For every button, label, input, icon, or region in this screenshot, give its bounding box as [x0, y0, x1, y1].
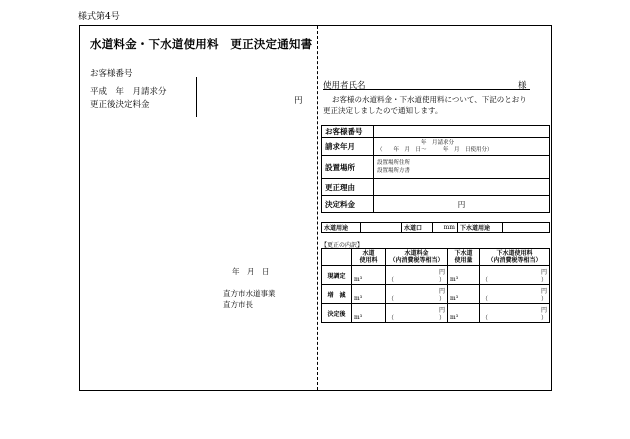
- yen-unit: 円: [438, 306, 445, 314]
- decided-fee-value: 円: [374, 196, 550, 213]
- m3-unit: m³: [450, 294, 459, 302]
- table-row: [480, 266, 550, 285]
- table-row: [480, 304, 550, 323]
- water-outlet-header: 水道口: [402, 223, 433, 233]
- paren-right: ）: [438, 295, 445, 303]
- paren-left: （: [482, 276, 489, 284]
- m3-unit: m³: [354, 275, 363, 283]
- customer-number-header: お客様番号: [322, 126, 374, 138]
- issuer-mayor: 直方市長: [223, 300, 253, 309]
- notice-card: [79, 25, 552, 391]
- form-number-label: 様式第4号: [78, 12, 120, 22]
- yen-unit: 円: [438, 287, 445, 295]
- paren-left: （: [388, 314, 395, 322]
- table-row: [448, 266, 480, 285]
- billing-month-value: [374, 138, 550, 156]
- user-name-line: [323, 89, 530, 90]
- row-change: 増 減: [322, 285, 352, 304]
- paren-left: （: [482, 295, 489, 303]
- detail-caption: 【更正の内訳】: [321, 242, 364, 249]
- sewer-use-value: [503, 223, 550, 233]
- paren-left: （: [388, 276, 395, 284]
- decided-fee-label: 更正後決定料金: [90, 100, 150, 110]
- location-header: 設置場所: [322, 156, 374, 179]
- col-sewer-usage-2: 使用量: [454, 257, 473, 264]
- yen-unit: 円: [540, 306, 547, 314]
- paren-left: （: [482, 314, 489, 322]
- table-row: [386, 304, 448, 323]
- table-row: [448, 285, 480, 304]
- perforation-divider: [317, 26, 318, 390]
- issue-date: 年 月 日: [232, 267, 270, 276]
- paren-right: ）: [540, 314, 547, 322]
- yen-unit: 円: [294, 96, 303, 106]
- water-use-header: 水道用途: [322, 223, 361, 233]
- col-water-fee-1: 水道料金: [404, 250, 429, 257]
- location-value: [374, 156, 550, 179]
- detail-corner: [322, 249, 352, 266]
- water-use-value: [361, 223, 402, 233]
- honorific: 様: [518, 81, 527, 91]
- col-sewer-usage-1: 下水道: [454, 250, 473, 257]
- detail-table: [321, 248, 550, 323]
- table-row: [352, 285, 386, 304]
- col-sewer-fee-1: 下水道使用料: [496, 250, 533, 257]
- paren-right: ）: [540, 295, 547, 303]
- m3-unit: m³: [450, 313, 459, 321]
- reason-value: [374, 179, 550, 196]
- billing-month-line1: 年 月請求分: [421, 139, 455, 146]
- yen-unit: 円: [438, 268, 445, 276]
- col-water-usage: [352, 249, 386, 266]
- row-current: 現調定: [322, 266, 352, 285]
- col-sewer-fee-2: （内消費税等相当）: [487, 257, 542, 264]
- sewer-use-header: 下水道用途: [458, 223, 503, 233]
- col-water-usage-1: 水道: [362, 250, 375, 257]
- col-water-fee-2: （内消費税等相当）: [389, 257, 444, 264]
- mm-unit: mm: [433, 223, 458, 233]
- bracket-line: [196, 77, 197, 117]
- document-title: 水道料金・下水道使用料 更正決定通知書: [90, 37, 313, 51]
- usage-table: [321, 222, 550, 233]
- issuer-waterworks: 直方市水道事業: [223, 289, 276, 298]
- paren-left: （: [388, 295, 395, 303]
- customer-number-label: お客様番号: [90, 69, 133, 79]
- billing-period-label: 平成 年 月請求分: [90, 87, 167, 97]
- table-row: [448, 304, 480, 323]
- billing-month-line2: （ 年 月 日～ 年 月 日使用分）: [377, 146, 493, 153]
- location-address: 設置場所住所: [377, 160, 411, 166]
- table-row: [480, 285, 550, 304]
- table-row: [386, 266, 448, 285]
- decided-fee-header: 決定料金: [322, 196, 374, 213]
- customer-number-value: [374, 126, 550, 138]
- yen-unit: 円: [540, 287, 547, 295]
- col-sewer-fee: [480, 249, 550, 266]
- user-name-label: 使用者氏名: [323, 81, 366, 91]
- yen-unit: 円: [540, 268, 547, 276]
- table-row: [352, 304, 386, 323]
- paren-right: ）: [438, 314, 445, 322]
- billing-month-header: 請求年月: [322, 138, 374, 156]
- row-after: 決定後: [322, 304, 352, 323]
- m3-unit: m³: [354, 294, 363, 302]
- col-water-fee: [386, 249, 448, 266]
- notice-text-2: 更正決定しましたので通知します。: [323, 106, 443, 115]
- info-table: [321, 125, 550, 213]
- paren-right: ）: [540, 276, 547, 284]
- reason-header: 更正理由: [322, 179, 374, 196]
- location-suffix: 設置場所方書: [377, 168, 411, 174]
- paren-right: ）: [438, 276, 445, 284]
- table-row: [352, 266, 386, 285]
- table-row: [386, 285, 448, 304]
- notice-text-1: お客様の水道料金・下水道使用料について、下記のとおり: [332, 95, 527, 104]
- m3-unit: m³: [450, 275, 459, 283]
- col-water-usage-2: 使用料: [359, 257, 378, 264]
- col-sewer-usage: [448, 249, 480, 266]
- m3-unit: m³: [354, 313, 363, 321]
